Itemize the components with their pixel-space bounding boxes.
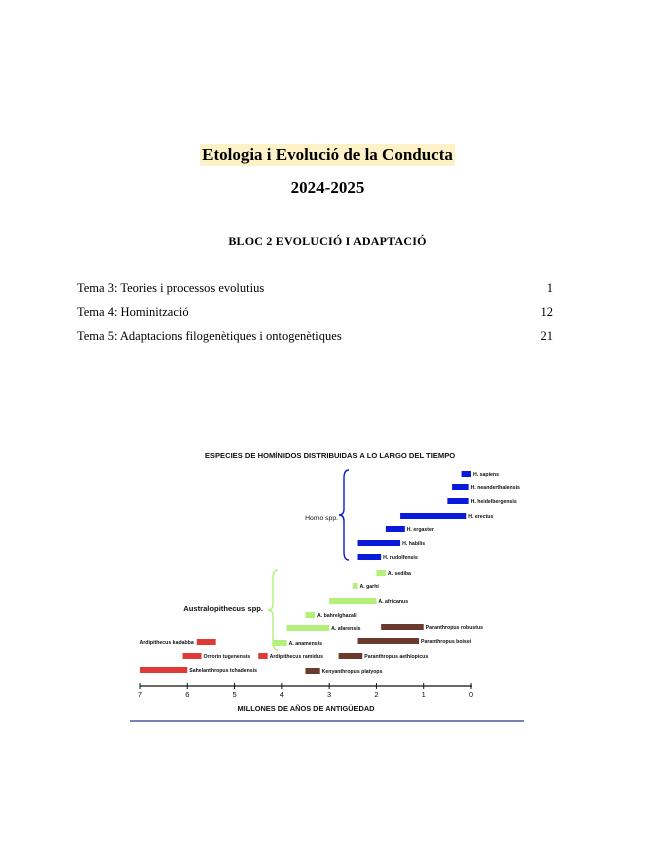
bar-paranthropus-robustus (381, 624, 424, 630)
bar-a-afarensis (287, 625, 330, 631)
toc-row[interactable] (77, 281, 553, 299)
bar-a-africanus (329, 598, 376, 604)
group-brace (339, 470, 349, 560)
bar-ardipithecus-ramidus (258, 653, 267, 659)
document-title: Etologia i Evolució de la Conducta (202, 145, 453, 164)
x-tick-label: 3 (327, 690, 332, 699)
bar-label: Kenyanthropus platyops (321, 669, 383, 675)
x-tick-label: 1 (421, 690, 426, 699)
bar-label: A. bahrelghazali (316, 613, 357, 619)
bar-h-rudolfensis (358, 554, 382, 560)
bar-h-heidelbergensis (447, 498, 468, 504)
bar-h-ergaster (386, 526, 405, 532)
bar-label: Ardipithecus ramidus (269, 654, 323, 660)
bar-orrorin-tugenensis (183, 653, 202, 659)
bar-h-habilis (358, 540, 401, 546)
bar-label: A. anamensis (288, 641, 323, 647)
bloc-heading: BLOC 2 EVOLUCIÓ I ADAPTACIÓ (228, 234, 427, 248)
bars-layer (140, 471, 521, 675)
title-container (0, 144, 655, 166)
bar-a-bahrelghazali (306, 612, 315, 618)
bar-label: H. sapiens (473, 472, 499, 478)
bar-kenyanthropus-platyops (306, 668, 320, 674)
bar-a-garhi (353, 583, 358, 589)
group-label: Australopithecus spp. (183, 604, 263, 613)
bar-label: H. heidelbergensis (470, 499, 517, 505)
bar-label: H. ergaster (406, 527, 434, 533)
bar-label: H. rudolfensis (383, 555, 418, 561)
x-tick-label: 0 (468, 690, 474, 699)
bar-a-anamensis (272, 640, 286, 646)
x-tick-label: 5 (232, 690, 237, 699)
bar-label: A. africanus (378, 599, 409, 605)
bar-paranthropus-aethiopicus (339, 653, 363, 659)
bar-label: Ardipithecus kadabba (139, 640, 194, 646)
bar-paranthropus-boisei (358, 638, 419, 644)
x-tick-label: 6 (185, 690, 190, 699)
toc-label: Tema 4: Hominització (77, 305, 189, 319)
toc-label: Tema 3: Teories i processos evolutius (77, 281, 265, 295)
bar-h-erectus (400, 513, 466, 519)
bar-label: A. garhi (359, 584, 379, 590)
x-tick-label: 2 (374, 690, 379, 699)
toc-page: 21 (540, 329, 553, 343)
group-label: Homo spp. (305, 515, 338, 522)
bar-label: A. afarensis (331, 626, 361, 632)
x-tick-label: 4 (279, 690, 284, 699)
bar-label: A. sediba (387, 571, 411, 577)
bar-ardipithecus-kadabba (197, 639, 216, 645)
chart-title: ESPECIES DE HOMÍNIDOS DISTRIBUIDAS A LO LARGO DEL TIEMPO (204, 451, 456, 460)
bar-h-neanderthalensis (452, 484, 469, 490)
document-year: 2024-2025 (290, 178, 365, 197)
group-braces (183, 470, 349, 650)
bar-label: H. erectus (468, 514, 494, 520)
toc-row[interactable] (77, 329, 553, 347)
x-axis-label: MILLONES DE AÑOS DE ANTIGÜEDAD (237, 704, 375, 713)
bar-label: Paranthropus aethiopicus (364, 654, 429, 660)
bar-h-sapiens (462, 471, 471, 477)
bar-sahelanthropus-tchadensis (140, 667, 187, 673)
bar-label: H. neanderthalensis (470, 485, 520, 491)
bar-label: Orrorin tugenensis (203, 654, 251, 660)
toc-page: 12 (540, 305, 553, 319)
bar-label: Paranthropus boisei (420, 639, 472, 645)
toc-row[interactable] (77, 305, 553, 323)
toc-page: 1 (546, 281, 553, 295)
bar-label: Sahelanthropus tchadensis (189, 668, 258, 674)
bar-label: Paranthropus robustus (425, 625, 484, 631)
group-brace (268, 570, 278, 650)
bar-a-sediba (376, 570, 385, 576)
x-tick-label: 7 (137, 690, 143, 699)
bar-label: H. habilis (402, 541, 426, 547)
toc-label: Tema 5: Adaptacions filogenètiques i ontogenètiques (77, 329, 342, 343)
hominid-timeline-chart (130, 446, 530, 726)
